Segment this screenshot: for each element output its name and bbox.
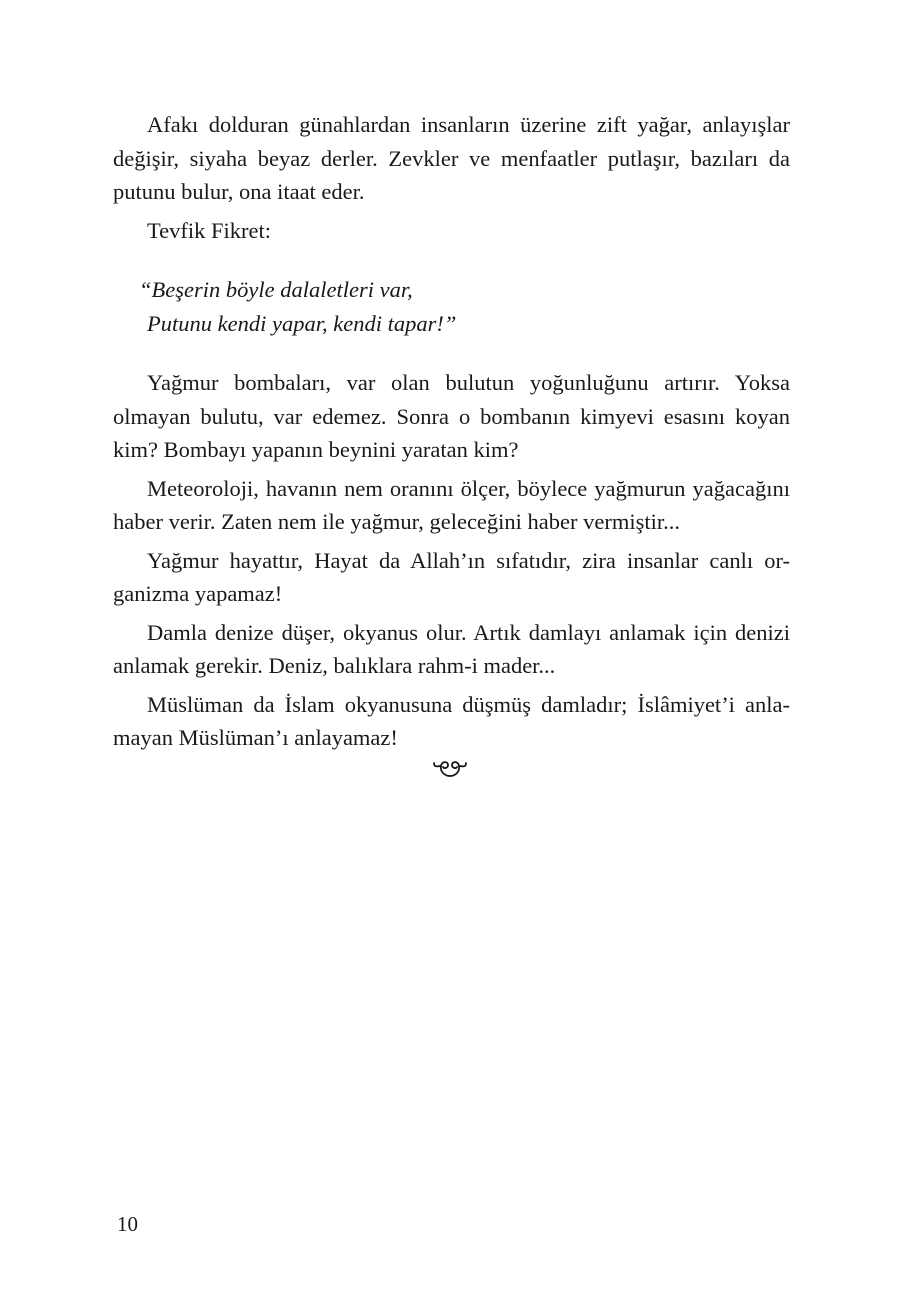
text-line: değişir, siyaha beyaz derler. Zevkler ve menfaatler putlaşır, bazıları da bbox=[113, 145, 790, 171]
page-body bbox=[113, 108, 790, 755]
text-line: Meteoroloji, havanın nem oranını ölçer, böylece yağmurun yağacağını bbox=[147, 475, 790, 501]
paragraph bbox=[113, 688, 790, 755]
text-line: Müslüman da İslam okyanusuna düşmüş damladır; İslâmiyet’i anla- bbox=[147, 691, 790, 717]
text-line: haber verir. Zaten nem ile yağmur, geleceğini haber vermiştir... bbox=[113, 509, 681, 534]
paragraph bbox=[113, 366, 790, 467]
section-break-fleuron-icon bbox=[428, 752, 472, 782]
poem-line: “Beşerin böyle dalaletleri var, bbox=[139, 277, 413, 302]
text-line: Tevfik Fikret: bbox=[147, 217, 272, 243]
text-line: Yağmur hayattır, Hayat da Allah’ın sıfatıdır, zira insanlar canlı or- bbox=[147, 547, 790, 573]
text-line: ganizma yapamaz! bbox=[113, 581, 283, 606]
paragraph bbox=[113, 544, 790, 611]
text-line: putunu bulur, ona itaat eder. bbox=[113, 179, 365, 204]
text-line: Afakı dolduran günahlardan insanların üzerine zift yağar, anlayışlar bbox=[147, 112, 790, 137]
poem-quote bbox=[113, 273, 790, 340]
text-line: Yağmur bombaları, var olan bulutun yoğunluğunu artırır. Yoksa bbox=[147, 370, 790, 395]
text-line: mayan Müslüman’ı anlayamaz! bbox=[113, 725, 398, 750]
paragraph bbox=[113, 108, 790, 209]
paragraph bbox=[113, 616, 790, 683]
page-number: 10 bbox=[117, 1212, 138, 1236]
text-line: olmayan bulutu, var edemez. Sonra o bombanın kimyevi esasını koyan bbox=[113, 403, 790, 429]
poem-line: Putunu kendi yapar, kendi tapar!” bbox=[147, 310, 457, 336]
text-line: Damla denize düşer, okyanus olur. Artık damlayı anlamak için denizi bbox=[147, 619, 790, 645]
paragraph bbox=[113, 472, 790, 539]
text-line: kim? Bombayı yapanın beynini yaratan kim? bbox=[113, 437, 519, 462]
paragraph bbox=[113, 214, 790, 248]
text-line: anlamak gerekir. Deniz, balıklara rahm-i mader... bbox=[113, 653, 556, 678]
